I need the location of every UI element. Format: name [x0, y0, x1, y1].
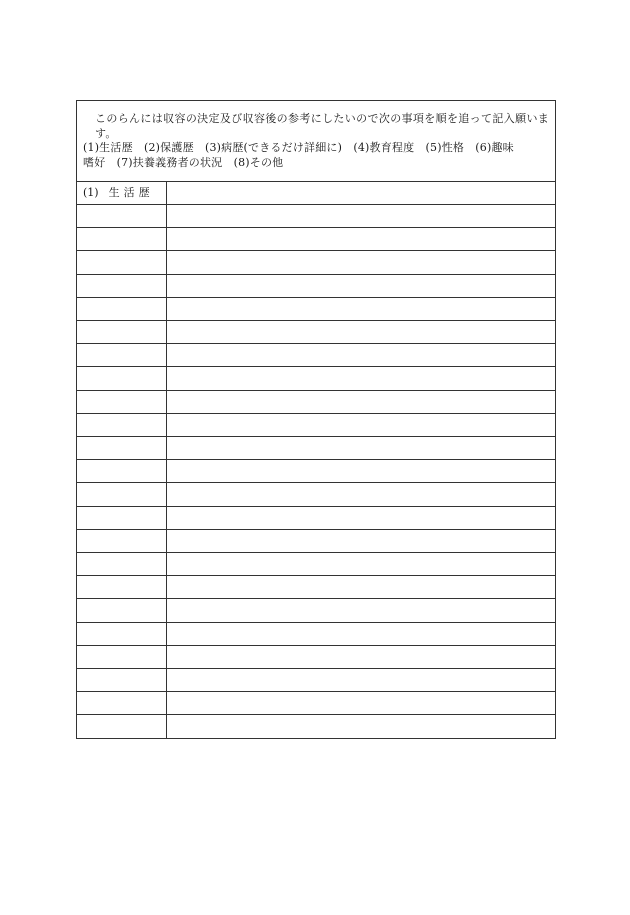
- table-row: [77, 414, 555, 437]
- row-label-cell[interactable]: [77, 251, 167, 273]
- row-entry-cell[interactable]: [167, 715, 555, 738]
- row-label-cell[interactable]: [77, 205, 167, 227]
- row-entry-cell[interactable]: [167, 298, 555, 320]
- table-row: [77, 646, 555, 669]
- row-entry-cell[interactable]: [167, 553, 555, 575]
- row-entry-cell[interactable]: [167, 599, 555, 621]
- row-entry-cell[interactable]: [167, 623, 555, 645]
- table-row: [77, 692, 555, 715]
- table-row: [77, 623, 555, 646]
- instructions-box: [77, 101, 555, 182]
- row-label-cell[interactable]: [77, 298, 167, 320]
- row-entry-cell[interactable]: [167, 321, 555, 343]
- table-row: [77, 391, 555, 414]
- section-number: (1): [83, 186, 99, 199]
- section-title: 生活歴: [108, 186, 154, 199]
- row-label-cell[interactable]: [77, 367, 167, 389]
- row-label-cell[interactable]: [77, 715, 167, 738]
- table-row: [77, 530, 555, 553]
- row-label-cell[interactable]: [77, 623, 167, 645]
- row-entry-cell[interactable]: [167, 507, 555, 529]
- table-row: [77, 205, 555, 228]
- table-row: [77, 669, 555, 692]
- row-label-cell[interactable]: [77, 460, 167, 482]
- row-entry-cell[interactable]: [167, 344, 555, 366]
- instructions-items-line2: 嗜好 (7)扶養義務者の状況 (8)その他: [83, 155, 284, 169]
- row-label-cell[interactable]: [77, 228, 167, 250]
- row-entry-cell[interactable]: [167, 414, 555, 436]
- row-label-cell[interactable]: [77, 275, 167, 297]
- row-entry-cell[interactable]: [167, 205, 555, 227]
- row-entry-cell[interactable]: [167, 391, 555, 413]
- row-label-cell[interactable]: [77, 692, 167, 714]
- table-row: [77, 483, 555, 506]
- row-label-cell[interactable]: [77, 599, 167, 621]
- table-row: [77, 367, 555, 390]
- instructions-items-line1: (1)生活歴 (2)保護歴 (3)病歴(できるだけ詳細に) (4)教育程度 (5)性格 (6)趣味: [83, 141, 514, 154]
- row-entry-cell[interactable]: [167, 669, 555, 691]
- row-entry-cell[interactable]: [167, 275, 555, 297]
- row-entry-cell[interactable]: [167, 483, 555, 505]
- row-label-cell[interactable]: [77, 530, 167, 552]
- table-row: [77, 344, 555, 367]
- row-label-cell[interactable]: [77, 414, 167, 436]
- form-frame: [76, 100, 556, 739]
- row-label-cell[interactable]: [77, 321, 167, 343]
- section-label-cell: [77, 182, 167, 204]
- row-label-cell[interactable]: [77, 391, 167, 413]
- row-label-cell[interactable]: [77, 437, 167, 459]
- table-row: [77, 321, 555, 344]
- row-label-cell[interactable]: [77, 553, 167, 575]
- section-entry-cell[interactable]: [167, 182, 555, 204]
- row-entry-cell[interactable]: [167, 646, 555, 668]
- row-label-cell[interactable]: [77, 344, 167, 366]
- table-row: [77, 251, 555, 274]
- row-label-cell[interactable]: [77, 576, 167, 598]
- row-label-cell[interactable]: [77, 507, 167, 529]
- row-label-cell[interactable]: [77, 646, 167, 668]
- row-entry-cell[interactable]: [167, 251, 555, 273]
- table-row: [77, 599, 555, 622]
- instructions-intro: このらんには収容の決定及び収容後の参考にしたいので次の事項を順を追って記入願います。: [95, 112, 549, 140]
- section-header-row: [77, 182, 555, 205]
- table-row: [77, 715, 555, 738]
- table-row: [77, 228, 555, 251]
- table-row: [77, 275, 555, 298]
- table-row: [77, 576, 555, 599]
- row-entry-cell[interactable]: [167, 530, 555, 552]
- table-row: [77, 460, 555, 483]
- row-entry-cell[interactable]: [167, 576, 555, 598]
- row-entry-cell[interactable]: [167, 437, 555, 459]
- table-row: [77, 298, 555, 321]
- row-entry-cell[interactable]: [167, 367, 555, 389]
- table-row: [77, 507, 555, 530]
- row-entry-cell[interactable]: [167, 228, 555, 250]
- table-row: [77, 437, 555, 460]
- row-label-cell[interactable]: [77, 483, 167, 505]
- row-label-cell[interactable]: [77, 669, 167, 691]
- table-row: [77, 553, 555, 576]
- row-entry-cell[interactable]: [167, 692, 555, 714]
- row-entry-cell[interactable]: [167, 460, 555, 482]
